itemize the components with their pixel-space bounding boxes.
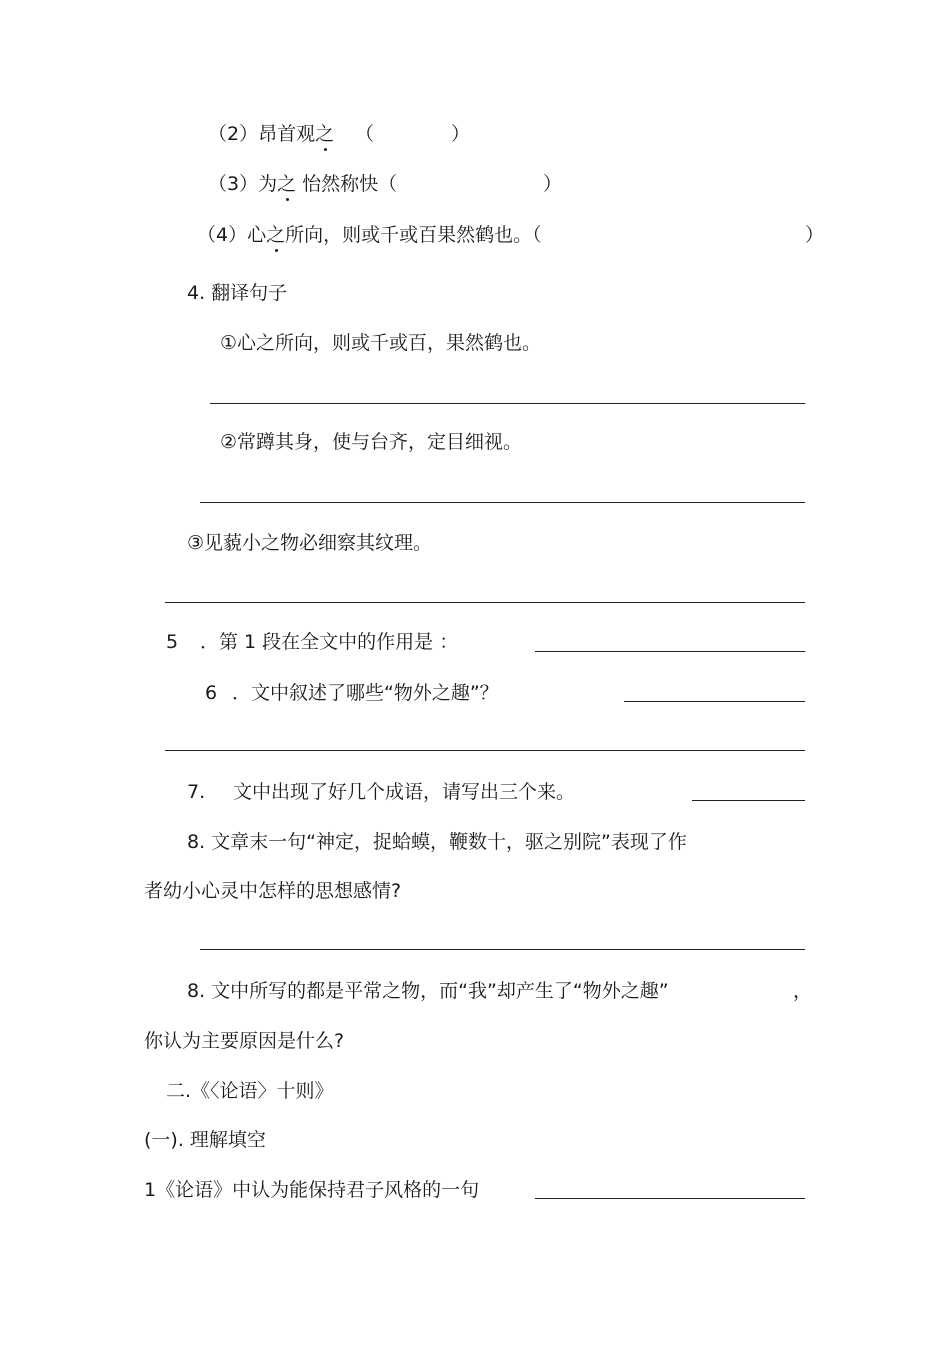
q4-sentence-2: ②常蹲其身，使与台齐，定目细视。 — [220, 431, 523, 453]
answer-line-q6a[interactable] — [624, 701, 805, 702]
q8a-line-1: 8. 文章末一句“神定，捉蛤蟆，鞭数十，驱之别院”表现了作 — [187, 831, 687, 853]
q7-text: 文中出现了好几个成语，请写出三个来。 — [233, 781, 576, 803]
q3-4-close-paren: ） — [805, 224, 825, 246]
q8b-comma: ， — [793, 980, 813, 1002]
q3-2-item — [208, 122, 334, 146]
q5-text: ．第 1 段在全文中的作用是 ： — [200, 631, 459, 653]
subsection-1-heading: (一). 理解填空 — [144, 1129, 266, 1151]
q8b-line-2: 你认为主要原因是什么? — [144, 1030, 345, 1052]
q3-2-number: （2） — [208, 123, 259, 145]
q3-4-number: （4） — [197, 224, 248, 246]
answer-line-q4-3[interactable] — [165, 602, 805, 603]
q4-title: 4. 翻译句子 — [187, 282, 288, 304]
q6-text: ．文中叙述了哪些“物外之趣”？ — [232, 682, 499, 704]
q3-2-open-paren: （ — [355, 123, 375, 145]
q3-3-dotted-char: 之 — [277, 173, 297, 195]
q3-2-text: 昂首观 — [258, 123, 316, 145]
q3-3-close-paren: ） — [543, 173, 563, 195]
answer-line-q4-1[interactable] — [210, 403, 805, 404]
q8a-line-2: 者幼小心灵中怎样的思想感情? — [144, 880, 402, 902]
q4-sentence-1: ①心之所向，则或千或百，果然鹤也。 — [220, 332, 542, 354]
section-2-heading: 二.《〈论语〉十则》 — [166, 1080, 334, 1102]
answer-line-q7[interactable] — [692, 800, 805, 801]
answer-line-q8a[interactable] — [200, 949, 805, 950]
q7-number: 7. — [187, 781, 206, 803]
q3-3-text: 为 — [258, 173, 278, 195]
answer-line-q4-2[interactable] — [200, 502, 805, 503]
q3-4-rest: 所向，则或千或百果然鹤也。（ — [285, 224, 542, 246]
q8b-line-1: 8. 文中所写的都是平常之物，而“我”却产生了“物外之趣” — [187, 980, 669, 1002]
q4-sentence-3: ③见藐小之物必细察其纹理。 — [187, 532, 433, 554]
q3-4-text: 心 — [247, 224, 267, 246]
s2-q1-text: 1《论语》中认为能保持君子风格的一句 — [144, 1179, 480, 1201]
q3-2-close-paren: ） — [451, 123, 471, 145]
q3-2-dotted-char: 之 — [315, 123, 335, 145]
q6-number: 6 — [205, 682, 218, 704]
q3-4-item — [197, 223, 542, 247]
answer-line-q6b[interactable] — [165, 750, 805, 751]
answer-line-s2-q1[interactable] — [535, 1198, 805, 1199]
q5-number: 5 — [166, 631, 179, 653]
q3-4-dotted-char: 之 — [266, 224, 286, 246]
q3-3-item — [208, 172, 397, 196]
answer-line-q5[interactable] — [535, 651, 805, 652]
q3-3-number: （3） — [208, 173, 259, 195]
q3-3-rest: 怡然称快（ — [296, 173, 398, 195]
